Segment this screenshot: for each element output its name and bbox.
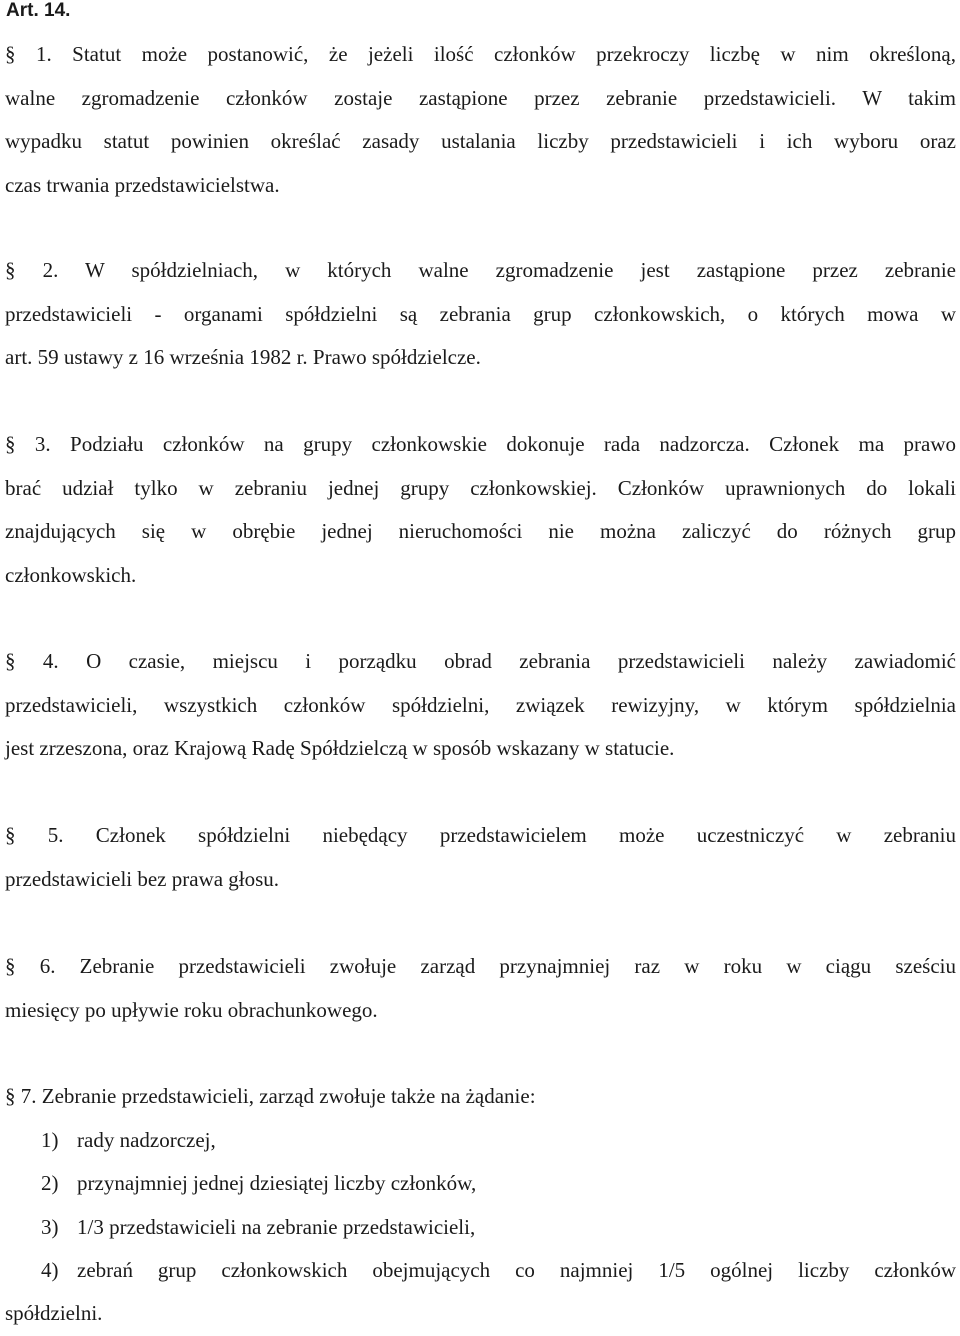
list-item-number: 1) <box>41 1128 59 1152</box>
list-item-text: przynajmniej jednej dziesiątej liczby członków, <box>77 1171 477 1195</box>
list-item <box>5 1206 956 1250</box>
section-sign: § <box>5 1084 16 1108</box>
article-title: Art. 14. <box>6 0 71 21</box>
paragraph-text: Podziału członków na grupy członkowskie dokonuje rada nadzorcza. Członek ma prawo <box>70 432 957 456</box>
paragraph-line <box>5 423 956 467</box>
paragraph-text: O czasie, miejscu i porządku obrad zebrania przedstawicieli należy zawiadomić <box>86 649 956 673</box>
list-item-number: 3) <box>41 1215 59 1239</box>
list-item <box>5 1162 956 1206</box>
paragraph-line: przedstawicieli bez prawa głosu. <box>5 866 280 891</box>
paragraph-line <box>5 1075 956 1119</box>
paragraph-text: Zebranie przedstawicieli, zarząd zwołuje także na żądanie: <box>41 1084 536 1108</box>
paragraph-number: 7. <box>20 1084 37 1108</box>
paragraph-number: 4. <box>42 649 59 673</box>
list-item-text: rady nadzorczej, <box>77 1128 216 1152</box>
paragraph-line <box>5 814 956 858</box>
paragraph-line: brać udział tylko w zebraniu jednej grupy członkowskiej. Członków uprawnionych do lokali <box>5 475 956 500</box>
list-item-text: zebrań grup członkowskich obejmujących co najmniej 1/5 ogólnej liczby członków <box>77 1258 956 1282</box>
paragraph-line: jest zrzeszona, oraz Krajową Radę Spółdzielczą w sposób wskazany w statucie. <box>5 736 675 760</box>
section-sign: § <box>5 823 16 847</box>
section-sign: § <box>5 649 16 673</box>
paragraph-text: Członek spółdzielni niebędący przedstawicielem może uczestniczyć w zebraniu <box>95 823 956 847</box>
section-sign: § <box>5 42 16 66</box>
paragraph-line <box>5 640 956 684</box>
paragraph-line <box>5 945 956 989</box>
paragraph-4 <box>5 640 956 771</box>
paragraph-7 <box>5 1075 956 1119</box>
paragraph-5 <box>5 814 956 901</box>
paragraph-text: Statut może postanowić, że jeżeli ilość członków przekroczy liczbę w nim określoną, <box>72 42 957 66</box>
paragraph-2 <box>5 249 956 380</box>
paragraph-line: wypadku statut powinien określać zasady ustalania liczby przedstawicieli i ich wyboru oraz <box>5 129 956 153</box>
section-sign: § <box>5 954 16 978</box>
paragraph-line <box>5 249 956 293</box>
paragraph-1 <box>5 33 956 207</box>
section-sign: § <box>5 258 16 282</box>
paragraph-line <box>5 33 956 77</box>
paragraph-line: miesięcy po upływie roku obrachunkowego. <box>5 997 378 1022</box>
paragraph-3 <box>5 423 956 597</box>
list-item-text: 1/3 przedstawicieli na zebranie przedstawicieli, <box>77 1215 476 1239</box>
paragraph-6 <box>5 945 956 1032</box>
list-item-number: 4) <box>41 1258 59 1282</box>
paragraph-text: W spółdzielniach, w których walne zgromadzenie jest zastąpione przez zebranie <box>84 258 957 282</box>
paragraph-line: art. 59 ustawy z 16 września 1982 r. Prawo spółdzielcze. <box>5 345 481 369</box>
list-item <box>5 1119 956 1163</box>
paragraph-line: czas trwania przedstawicielstwa. <box>5 172 280 197</box>
paragraph-number: 6. <box>39 954 56 978</box>
paragraph-line: znajdujących się w obrębie jednej nieruchomości nie można zaliczyć do różnych grup <box>5 519 956 543</box>
list-item <box>5 1249 956 1293</box>
section-sign: § <box>5 432 16 456</box>
paragraph-number: 3. <box>34 432 51 456</box>
list-item-continuation: spółdzielni. <box>5 1301 103 1325</box>
paragraph-line: przedstawicieli, wszystkich członków spółdzielni, związek rewizyjny, w którym spółdzielnia <box>5 692 956 717</box>
paragraph-line: walne zgromadzenie członków zostaje zastąpione przez zebranie przedstawicieli. W takim <box>5 85 956 110</box>
paragraph-line: członkowskich. <box>5 562 137 587</box>
paragraph-number: 2. <box>42 258 59 282</box>
list-item-number: 2) <box>41 1171 59 1195</box>
paragraph-line: przedstawicieli - organami spółdzielni są zebrania grup członkowskich, o których mowa w <box>5 301 956 326</box>
paragraph-number: 1. <box>35 42 52 66</box>
paragraph-text: Zebranie przedstawicieli zwołuje zarząd przynajmniej raz w roku w ciągu sześciu <box>79 954 956 978</box>
paragraph-number: 5. <box>47 823 64 847</box>
